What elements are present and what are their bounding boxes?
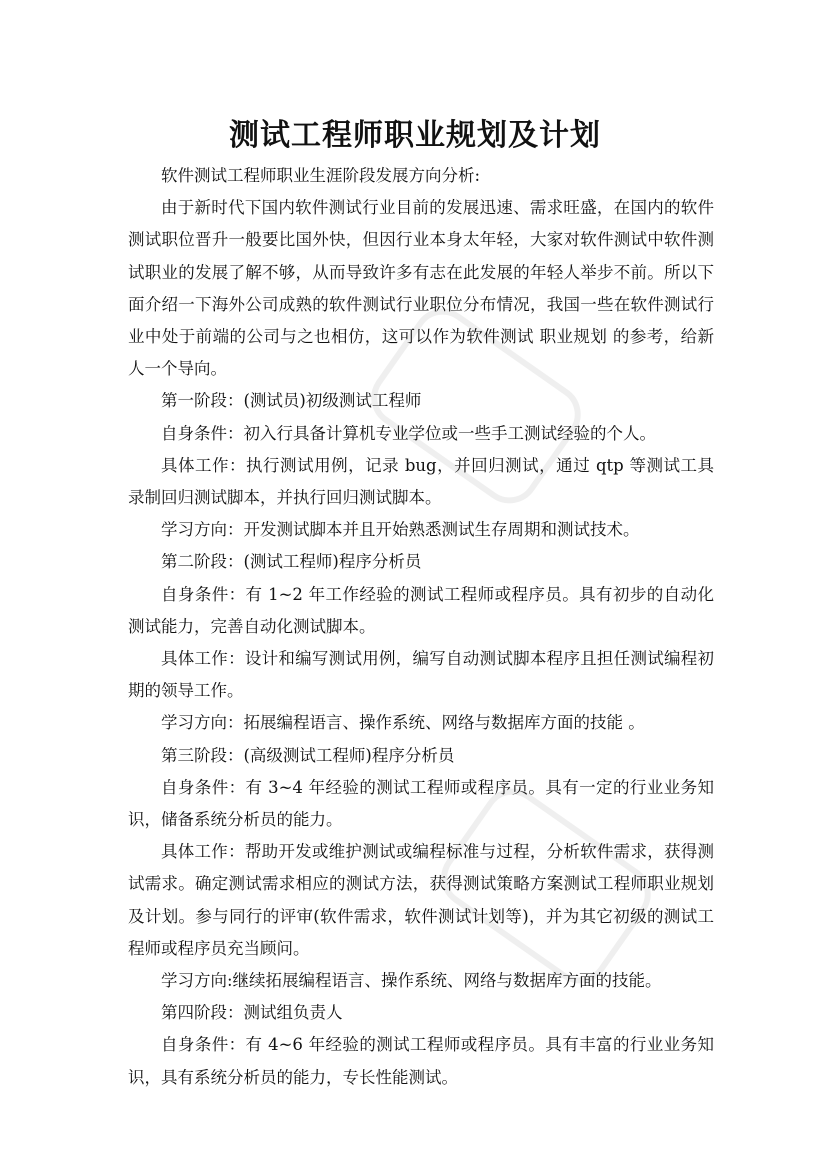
- paragraph: 自身条件：初入行具备计算机专业学位或一些手工测试经验的个人。: [161, 423, 656, 443]
- paragraph: 第一阶段：(测试员)初级测试工程师: [161, 391, 422, 411]
- paragraph: 第三阶段：(高级测试工程师)程序分析员: [161, 745, 455, 765]
- paragraph: 具体工作：执行测试用例，记录 bug，并回归测试，通过 qtp 等测试工具录制回归测试脚本，并执行回归测试脚本。: [128, 455, 714, 508]
- paragraph: 第四阶段：测试组负责人: [161, 1003, 343, 1023]
- paragraph: 学习方向:继续拓展编程语言、操作系统、网络与数据库方面的技能。: [161, 971, 662, 991]
- paragraph: 自身条件：有 3~4 年经验的测试工程师或程序员。具有一定的行业业务知识，储备系统分析员的能力。: [128, 777, 714, 830]
- paragraph: 学习方向：拓展编程语言、操作系统、网络与数据库方面的技能 。: [161, 713, 645, 733]
- document-title: 测试工程师职业规划及计划: [229, 118, 601, 153]
- paragraph: 由于新时代下国内软件测试行业目前的发展迅速、需求旺盛，在国内的软件测试职位晋升一般要比国外快，但因行业本身太年轻，大家对软件测试中软件测试职业的发展了解不够，从而导致许多有志在此发展的年轻人举步不前。所以下面介绍一下海外公司成熟的软件测试行业职位分布情况，我国一些在软件测试行业中处于前端的公司与之也相仿，这可以作为软件测试 职业规划 的参考，给新人一个导向。: [128, 198, 714, 379]
- document-body: [128, 160, 714, 1094]
- paragraph: 第二阶段：(测试工程师)程序分析员: [161, 552, 422, 572]
- paragraph: 学习方向：开发测试脚本并且开始熟悉测试生存周期和测试技术。: [161, 520, 640, 540]
- paragraph: 自身条件：有 4~6 年经验的测试工程师或程序员。具有丰富的行业业务知识，具有系统分析员的能力，专长性能测试。: [128, 1035, 714, 1087]
- paragraph: 具体工作：帮助开发或维护测试或编程标准与过程，分析软件需求，获得测试需求。确定测试需求相应的测试方法，获得测试策略方案测试工程师职业规划及计划。参与同行的评审(软件需求，软件测试计划等)，并为其它初级的测试工程师或程序员充当顾问。: [128, 842, 714, 958]
- paragraph: 自身条件：有 1~2 年工作经验的测试工程师或程序员。具有初步的自动化测试能力，完善自动化测试脚本。: [128, 584, 714, 636]
- paragraph: 具体工作：设计和编写测试用例，编写自动测试脚本程序且担任测试编程初期的领导工作。: [128, 649, 714, 701]
- paragraph: 软件测试工程师职业生涯阶段发展方向分析:: [161, 166, 481, 185]
